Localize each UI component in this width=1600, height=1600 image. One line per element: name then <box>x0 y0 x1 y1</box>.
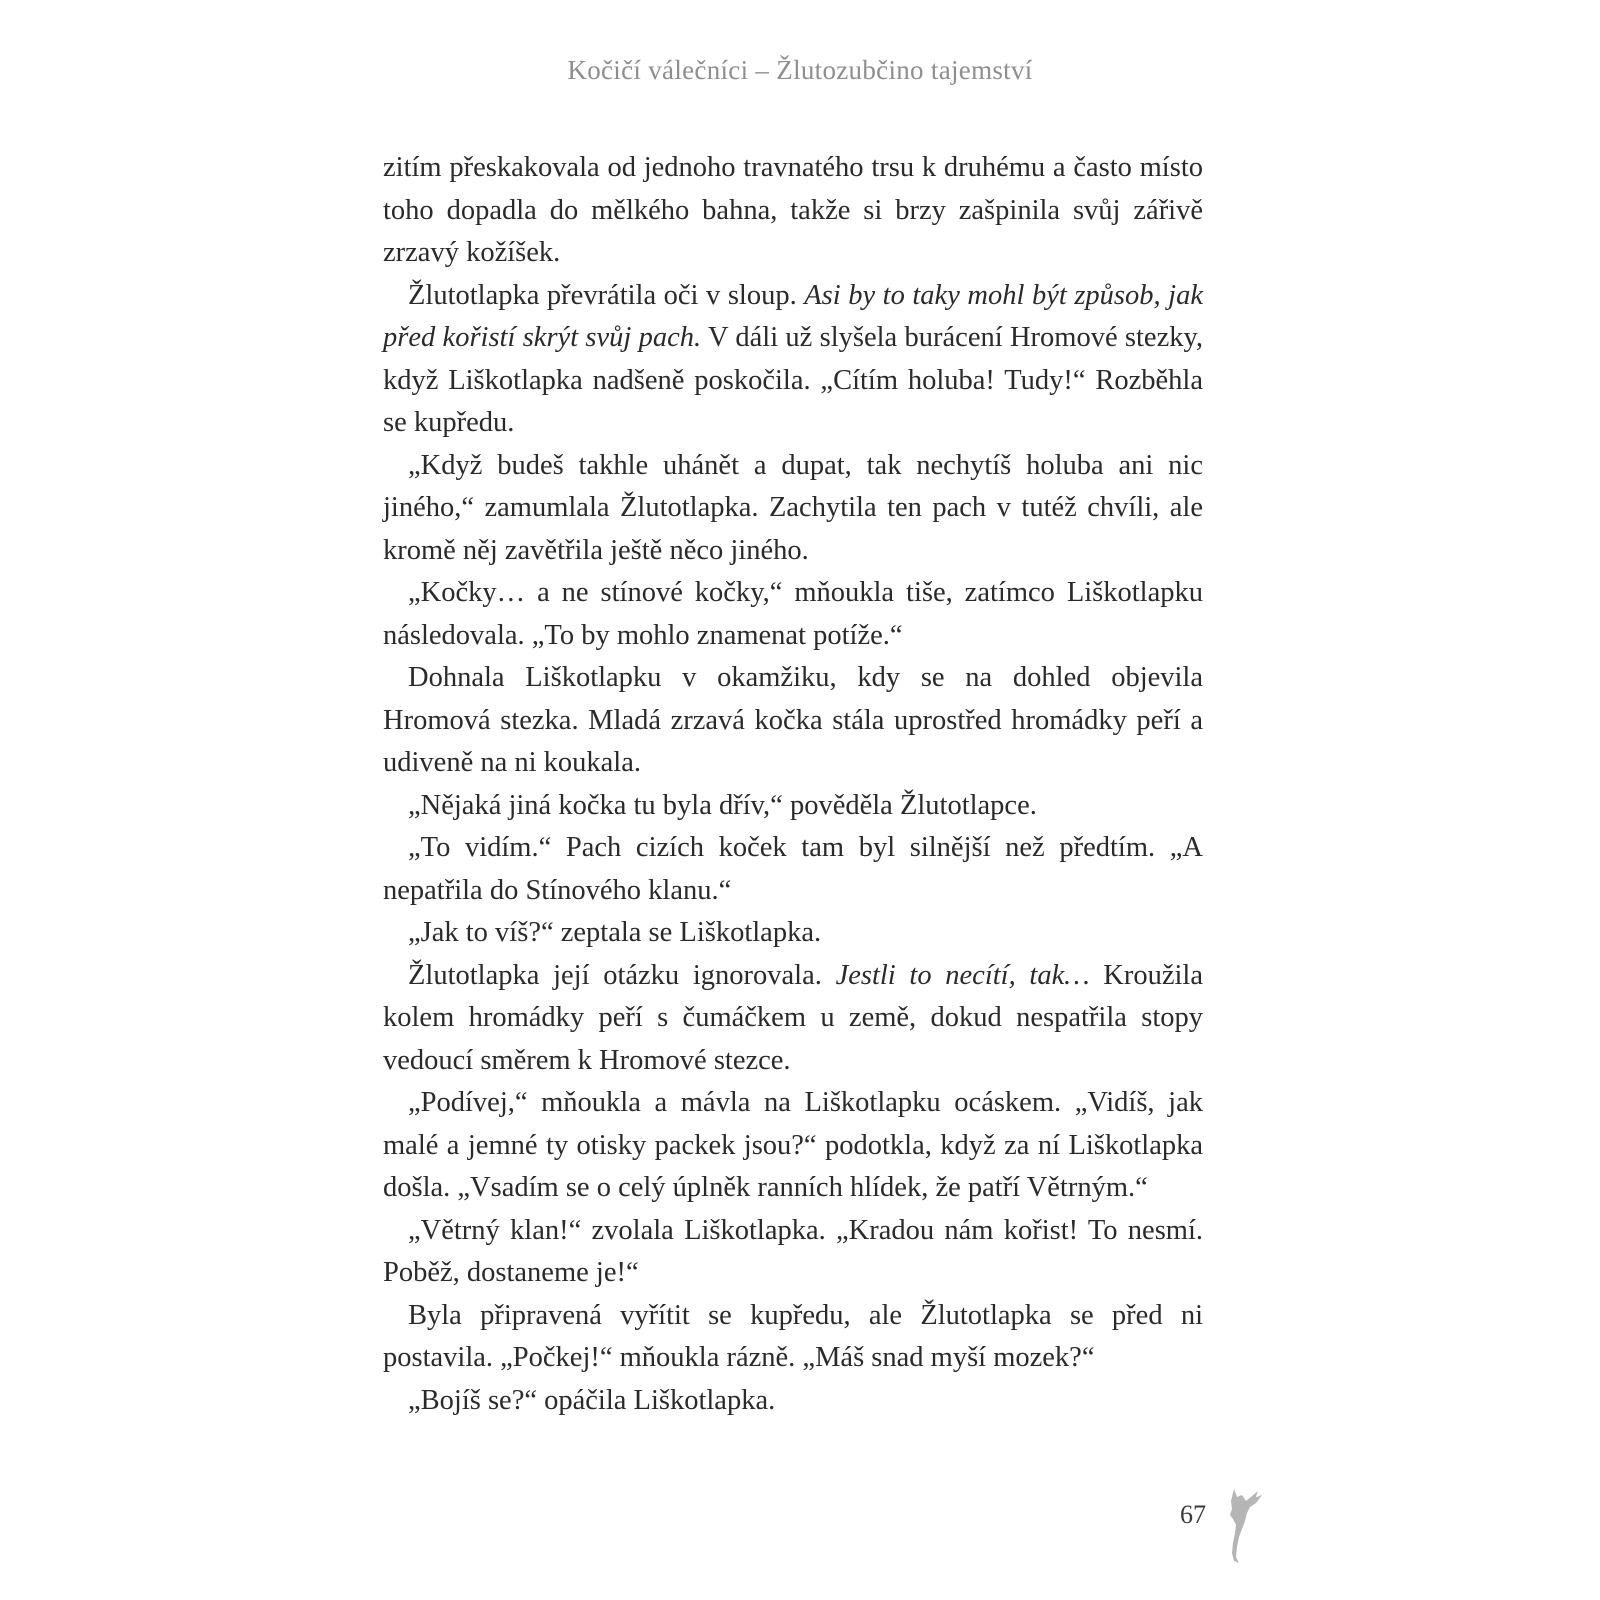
paragraph <box>383 912 1203 955</box>
paragraph <box>383 1210 1203 1295</box>
text-run: „Bojíš se?“ opáčila Liškotlapka. <box>408 1384 776 1416</box>
text-run: Byla připravená vyřítit se kupředu, ale Žlutotlapka se před ni postavila. „Počkej!“ mňoukla rázně. „Máš snad myší mozek?“ <box>383 1299 1203 1373</box>
text-run: „Nějaká jiná kočka tu byla dřív,“ pověděla Žlutotlapce. <box>408 789 1037 821</box>
cat-silhouette-icon <box>1220 1485 1266 1565</box>
paragraph <box>383 572 1203 657</box>
text-run: „Když budeš takhle uhánět a dupat, tak nechytíš holuba ani nic jiného,“ zamumlala Žlutotlapka. Zachytila ten pach v tutéž chvíli, ale kromě něj zavětřila ještě něco jiného. <box>383 449 1203 566</box>
paragraph <box>383 445 1203 573</box>
italic-thought: Asi by to taky mohl být způsob, jak před kořistí skrýt svůj pach. <box>383 279 1203 353</box>
page-number: 67 <box>1180 1500 1206 1529</box>
paragraph <box>383 275 1203 445</box>
paragraph <box>383 785 1203 828</box>
paragraph <box>383 147 1203 275</box>
cat-silhouette-path <box>1230 1489 1262 1563</box>
text-run: „Kočky… a ne stínové kočky,“ mňoukla tiše, zatímco Liškotlapku následovala. „To by mohlo znamenat potíže.“ <box>383 577 1203 651</box>
paragraph <box>383 657 1203 785</box>
paragraph <box>383 1380 1203 1423</box>
text-run: „Větrný klan!“ zvolala Liškotlapka. „Kradou nám kořist! To nesmí. Poběž, dostaneme je!“ <box>383 1214 1203 1288</box>
text-run: zitím přeskakovala od jednoho travnatého trsu k druhému a často místo toho dopadla do mělkého bahna, takže si brzy zašpinila svůj zářivě zrzavý kožíšek. <box>383 152 1203 268</box>
text-run: Žlutotlapka její otázku ignorovala. <box>408 959 836 991</box>
paragraph <box>383 1295 1203 1380</box>
text-run: „To vidím.“ Pach cizích koček tam byl silnější než předtím. „A nepatřila do Stínového klanu.“ <box>383 832 1203 906</box>
text-run: „Podívej,“ mňoukla a mávla na Liškotlapku ocáskem. „Vidíš, jak malé a jemné ty otisky packek jsou?“ podotkla, když za ní Liškotlapka došla. „Vsadím se o celý úplněk ranních hlídek, že patří Větrným.“ <box>383 1087 1203 1203</box>
body-text <box>383 147 1203 1422</box>
text-run: Žlutotlapka převrátila oči v sloup. <box>408 279 805 311</box>
paragraph <box>383 955 1203 1083</box>
text-run: V dáli už slyšela burácení Hromové stezky, když Liškotlapka nadšeně poskočila. „Cítím holuba! Tudy!“ Rozběhla se kupředu. <box>383 322 1203 438</box>
text-run: „Jak to víš?“ zeptala se Liškotlapka. <box>408 917 822 948</box>
running-header: Kočičí válečníci – Žlutozubčino tajemství <box>567 55 1033 85</box>
text-run: Dohnala Liškotlapku v okamžiku, kdy se na dohled objevila Hromová stezka. Mladá zrzavá kočka stála uprostřed hromádky peří a udiveně na ni koukala. <box>383 662 1203 778</box>
paragraph <box>383 1082 1203 1210</box>
paragraph <box>383 827 1203 912</box>
text-run: Kroužila kolem hromádky peří s čumáčkem u země, dokud nespatřila stopy vedoucí směrem k Hromové stezce. <box>383 959 1203 1076</box>
italic-thought: Jestli to necítí, tak… <box>835 959 1090 991</box>
